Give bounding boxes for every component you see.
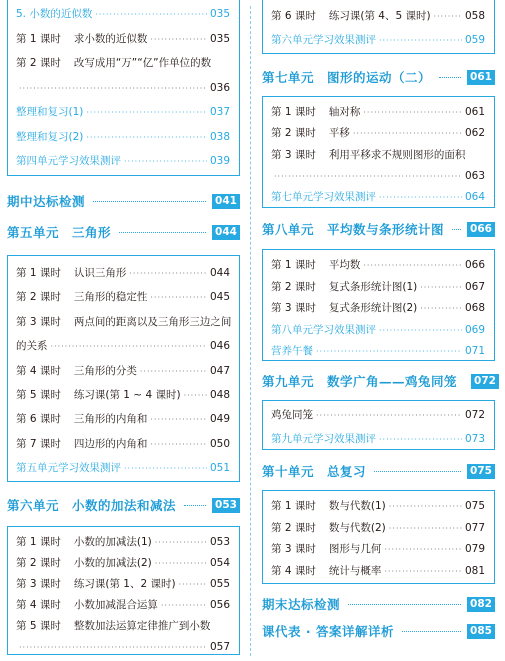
entry-title: 平均数 — [328, 259, 361, 271]
entry-title: 两点间的距离以及三角形三边之间 — [73, 315, 232, 328]
page-badge: 082 — [467, 597, 495, 612]
dotted-leader — [452, 229, 461, 230]
toc-entry[interactable] — [16, 99, 230, 119]
toc-entry[interactable] — [16, 1, 230, 21]
lesson-number: 第 3 课时 — [271, 148, 316, 161]
entry-title: 四边形的内角和 — [73, 437, 148, 450]
dotted-leader — [374, 471, 461, 472]
toc-entry[interactable] — [16, 529, 230, 549]
entry-title: 营养午餐 — [271, 345, 313, 358]
entry-title: 第八单元学习效果测评 — [271, 323, 376, 336]
toc-box-unit5 — [7, 255, 240, 482]
toc-entry[interactable] — [271, 558, 485, 578]
dot-leader — [384, 566, 462, 578]
lesson-number: 第 2 课时 — [16, 557, 61, 569]
unit6-title: 第六单元 小数的加法和减法 — [7, 498, 177, 513]
dot-leader — [155, 537, 207, 549]
dot-leader — [161, 600, 207, 612]
toc-entry[interactable] — [271, 493, 485, 513]
page-number: 059 — [464, 34, 485, 46]
page-number: 053 — [209, 536, 230, 548]
entry-title: 利用平移求不规则图形的面积 — [328, 148, 466, 161]
entry-title: 第九单元学习效果测评 — [271, 433, 376, 445]
unit6-heading[interactable] — [7, 494, 240, 516]
page-number: 038 — [209, 130, 230, 143]
unit10-heading[interactable] — [262, 460, 495, 482]
page-number: 058 — [464, 10, 485, 22]
lesson-number: 第 5 课时 — [16, 620, 61, 632]
lesson-number: 第 2 课时 — [271, 127, 316, 140]
dot-leader — [124, 463, 207, 475]
dot-leader — [51, 341, 207, 353]
entry-title: 小数的加减法(2) — [73, 557, 152, 569]
entry-title: 小数的加减法(1) — [73, 536, 152, 548]
lesson-number: 第 5 课时 — [16, 389, 61, 401]
toc-entry[interactable] — [16, 260, 230, 280]
page-badge: 053 — [212, 498, 240, 513]
page-number: 051 — [209, 462, 230, 475]
page-number: 075 — [464, 500, 485, 512]
toc-entry[interactable] — [16, 634, 230, 654]
unit5-title: 第五单元 三角形 — [7, 225, 112, 240]
page-number: 035 — [209, 8, 230, 20]
page-badge: 044 — [212, 225, 240, 240]
page-number: 044 — [209, 267, 230, 279]
dot-leader — [434, 11, 462, 23]
page-number: 056 — [209, 599, 230, 611]
page-number: 057 — [209, 641, 230, 653]
dot-leader — [363, 107, 462, 119]
toc-entry[interactable] — [271, 252, 485, 272]
entry-title: 轴对称 — [328, 106, 361, 118]
dot-leader — [389, 501, 462, 513]
toc-entry[interactable] — [271, 27, 485, 47]
dot-leader — [379, 325, 462, 337]
page-badge: 075 — [467, 464, 495, 479]
page-badge: 066 — [467, 222, 495, 237]
dot-leader — [420, 303, 462, 315]
dotted-leader — [348, 604, 461, 605]
dotted-leader — [119, 232, 206, 233]
entry-title: 求小数的近似数 — [73, 32, 148, 45]
toc-entry[interactable] — [271, 142, 485, 162]
toc-entry[interactable] — [271, 317, 485, 337]
entry-title: 5. 小数的近似数 — [16, 8, 93, 20]
lesson-number: 第 4 课时 — [16, 599, 61, 611]
lesson-number: 第 6 课时 — [271, 10, 316, 22]
entry-title: 改写成用“万”“亿”作单位的数 — [73, 57, 212, 69]
page-number: 061 — [464, 106, 485, 118]
toc-box-unit4-end — [7, 0, 240, 176]
toc-box-unit6 — [7, 526, 240, 655]
page-number: 037 — [209, 106, 230, 118]
toc-entry[interactable] — [271, 338, 485, 358]
lesson-number: 第 1 课时 — [271, 259, 316, 271]
entry-title: 统计与概率 — [328, 564, 382, 577]
lesson-number: 第 3 课时 — [271, 543, 316, 555]
lesson-number: 第 7 课时 — [16, 437, 61, 450]
dot-leader — [19, 642, 207, 654]
page-number: 077 — [464, 521, 485, 534]
toc-entry[interactable] — [16, 26, 230, 46]
toc-entry[interactable] — [16, 571, 230, 591]
dotted-leader — [184, 505, 206, 506]
dot-leader — [379, 35, 462, 47]
answers-title: 课代表 · 答案详解详析 — [262, 624, 394, 639]
lesson-number: 第 4 课时 — [271, 564, 316, 577]
dot-leader — [179, 579, 207, 591]
unit8-heading[interactable] — [262, 218, 495, 240]
toc-entry[interactable] — [16, 284, 230, 304]
unit9-heading[interactable] — [262, 370, 495, 392]
page-number: 067 — [464, 280, 485, 293]
unit9-title: 第九单元 数学广角——鸡兔同笼 — [262, 374, 458, 389]
page-number: 055 — [209, 578, 230, 590]
dot-leader — [184, 390, 207, 402]
page-number: 064 — [464, 191, 485, 204]
entry-title: 小数加减混合运算 — [73, 599, 158, 611]
dot-leader — [124, 156, 207, 168]
unit10-title: 第十单元 总复习 — [262, 464, 367, 479]
dot-leader — [150, 34, 207, 46]
dot-leader — [86, 132, 207, 144]
entry-title: 平移 — [328, 127, 350, 140]
toc-entry[interactable] — [271, 99, 485, 119]
lesson-number: 第 2 课时 — [271, 280, 316, 293]
page-number: 062 — [464, 127, 485, 140]
entry-title: 图形与几何 — [328, 543, 382, 555]
toc-box-unit6-end — [262, 0, 495, 54]
entry-title: 第七单元学习效果测评 — [271, 191, 376, 204]
entry-title: 认识三角形 — [73, 267, 127, 279]
page-number: 068 — [464, 302, 485, 315]
toc-entry[interactable] — [16, 75, 230, 95]
toc-entry[interactable] — [16, 309, 230, 329]
lesson-number: 第 1 课时 — [271, 500, 316, 512]
final-heading[interactable] — [262, 593, 495, 615]
toc-entry[interactable] — [16, 613, 230, 633]
page-number: 045 — [209, 291, 230, 304]
entry-title: 第四单元学习效果测评 — [16, 155, 121, 167]
dotted-leader — [439, 77, 461, 78]
page-number: 073 — [464, 433, 485, 445]
page-number: 054 — [209, 557, 230, 569]
toc-entry[interactable] — [16, 333, 230, 353]
page-number: 046 — [209, 340, 230, 353]
toc-box-unit7 — [262, 96, 495, 208]
dotted-leader — [402, 631, 461, 632]
entry-title: 整理和复习(1) — [16, 106, 84, 118]
toc-entry[interactable] — [271, 184, 485, 204]
toc-entry[interactable] — [271, 426, 485, 446]
unit7-title: 第七单元 图形的运动（二） — [262, 70, 432, 85]
toc-entry[interactable] — [271, 402, 485, 422]
unit7-heading[interactable] — [262, 66, 495, 88]
page-number: 035 — [209, 32, 230, 45]
toc-entry[interactable] — [16, 431, 230, 451]
page-number: 048 — [209, 389, 230, 401]
dot-leader — [353, 128, 462, 140]
toc-entry[interactable] — [271, 515, 485, 535]
dot-leader — [140, 366, 207, 378]
page-number: 081 — [464, 564, 485, 577]
lesson-number: 第 3 课时 — [271, 302, 316, 315]
toc-entry[interactable] — [271, 120, 485, 140]
page-number: 047 — [209, 364, 230, 377]
lesson-number: 第 1 课时 — [16, 536, 61, 548]
dot-leader — [150, 292, 207, 304]
dot-leader — [379, 192, 462, 204]
final-title: 期末达标检测 — [262, 597, 341, 612]
lesson-number: 第 4 课时 — [16, 364, 61, 377]
page-badge: 061 — [467, 70, 495, 85]
column-divider — [250, 6, 251, 656]
entry-title: 数与代数(2) — [328, 521, 386, 534]
midterm-heading[interactable] — [7, 190, 240, 212]
dot-leader — [19, 83, 207, 95]
dotted-leader — [93, 201, 206, 202]
answers-heading[interactable] — [262, 620, 495, 642]
page-badge: 085 — [467, 624, 495, 639]
entry-title: 的关系 — [16, 340, 48, 353]
toc-entry[interactable] — [16, 148, 230, 168]
dot-leader — [274, 171, 462, 183]
entry-title: 练习课(第 1 ~ 4 课时) — [73, 389, 181, 401]
lesson-number: 第 3 课时 — [16, 315, 61, 328]
toc-box-unit9 — [262, 400, 495, 450]
dot-leader — [389, 523, 462, 535]
unit8-title: 第八单元 平均数与条形统计图 — [262, 222, 445, 237]
entry-title: 鸡兔同笼 — [271, 409, 313, 421]
lesson-number: 第 2 课时 — [271, 521, 316, 534]
page-number: 066 — [464, 259, 485, 271]
page-number: 049 — [209, 413, 230, 426]
midterm-title: 期中达标检测 — [7, 194, 86, 209]
page-badge: 041 — [212, 194, 240, 209]
dot-leader — [379, 434, 462, 446]
toc-entry[interactable] — [271, 536, 485, 556]
dot-leader — [155, 558, 207, 570]
entry-title: 数与代数(1) — [328, 500, 386, 512]
toc-entry[interactable] — [16, 406, 230, 426]
toc-box-unit10 — [262, 490, 495, 584]
toc-entry[interactable] — [16, 455, 230, 475]
dot-leader — [316, 346, 462, 358]
page-badge: 072 — [471, 374, 499, 389]
unit5-heading[interactable] — [7, 221, 240, 243]
dot-leader — [150, 414, 207, 426]
entry-title: 整数加法运算定律推广到小数 — [73, 620, 211, 632]
entry-title: 整理和复习(2) — [16, 130, 84, 143]
lesson-number: 第 1 课时 — [16, 267, 61, 279]
lesson-number: 第 1 课时 — [271, 106, 316, 118]
toc-entry[interactable] — [16, 550, 230, 570]
page-number: 071 — [464, 345, 485, 358]
dot-leader — [86, 107, 207, 119]
entry-title: 练习课(第 1、2 课时) — [73, 578, 176, 590]
dot-leader — [316, 410, 462, 422]
dot-leader — [129, 268, 207, 280]
page-number: 050 — [209, 437, 230, 450]
entry-title: 练习课(第 4、5 课时) — [328, 10, 431, 22]
page-number: 079 — [464, 543, 485, 555]
dot-leader — [150, 439, 207, 451]
dot-leader — [420, 282, 462, 294]
entry-title: 第六单元学习效果测评 — [271, 34, 376, 46]
lesson-number: 第 6 课时 — [16, 413, 61, 426]
page-number: 039 — [209, 155, 230, 167]
toc-entry[interactable] — [271, 3, 485, 23]
lesson-number: 第 2 课时 — [16, 291, 61, 304]
lesson-number: 第 1 课时 — [16, 32, 61, 45]
toc-entry[interactable] — [16, 124, 230, 144]
entry-title: 复式条形统计图(2) — [328, 302, 418, 315]
toc-box-unit8 — [262, 249, 495, 361]
entry-title: 第五单元学习效果测评 — [16, 462, 121, 475]
dot-leader — [363, 260, 462, 272]
toc-entry[interactable] — [16, 592, 230, 612]
lesson-number: 第 2 课时 — [16, 57, 61, 69]
dot-leader — [95, 9, 207, 21]
toc-entry[interactable] — [271, 274, 485, 294]
toc-entry[interactable] — [271, 295, 485, 315]
entry-title: 三角形的分类 — [73, 364, 137, 377]
page-number: 069 — [464, 323, 485, 336]
entry-title: 复式条形统计图(1) — [328, 280, 418, 293]
entry-title: 三角形的内角和 — [73, 413, 148, 426]
page-number: 063 — [464, 169, 485, 182]
toc-entry[interactable] — [16, 358, 230, 378]
toc-entry[interactable] — [16, 382, 230, 402]
page-number: 072 — [464, 409, 485, 421]
dot-leader — [384, 544, 462, 556]
toc-entry[interactable] — [16, 50, 230, 70]
lesson-number: 第 3 课时 — [16, 578, 61, 590]
entry-title: 三角形的稳定性 — [73, 291, 148, 304]
toc-entry[interactable] — [271, 163, 485, 183]
page-number: 036 — [209, 81, 230, 94]
